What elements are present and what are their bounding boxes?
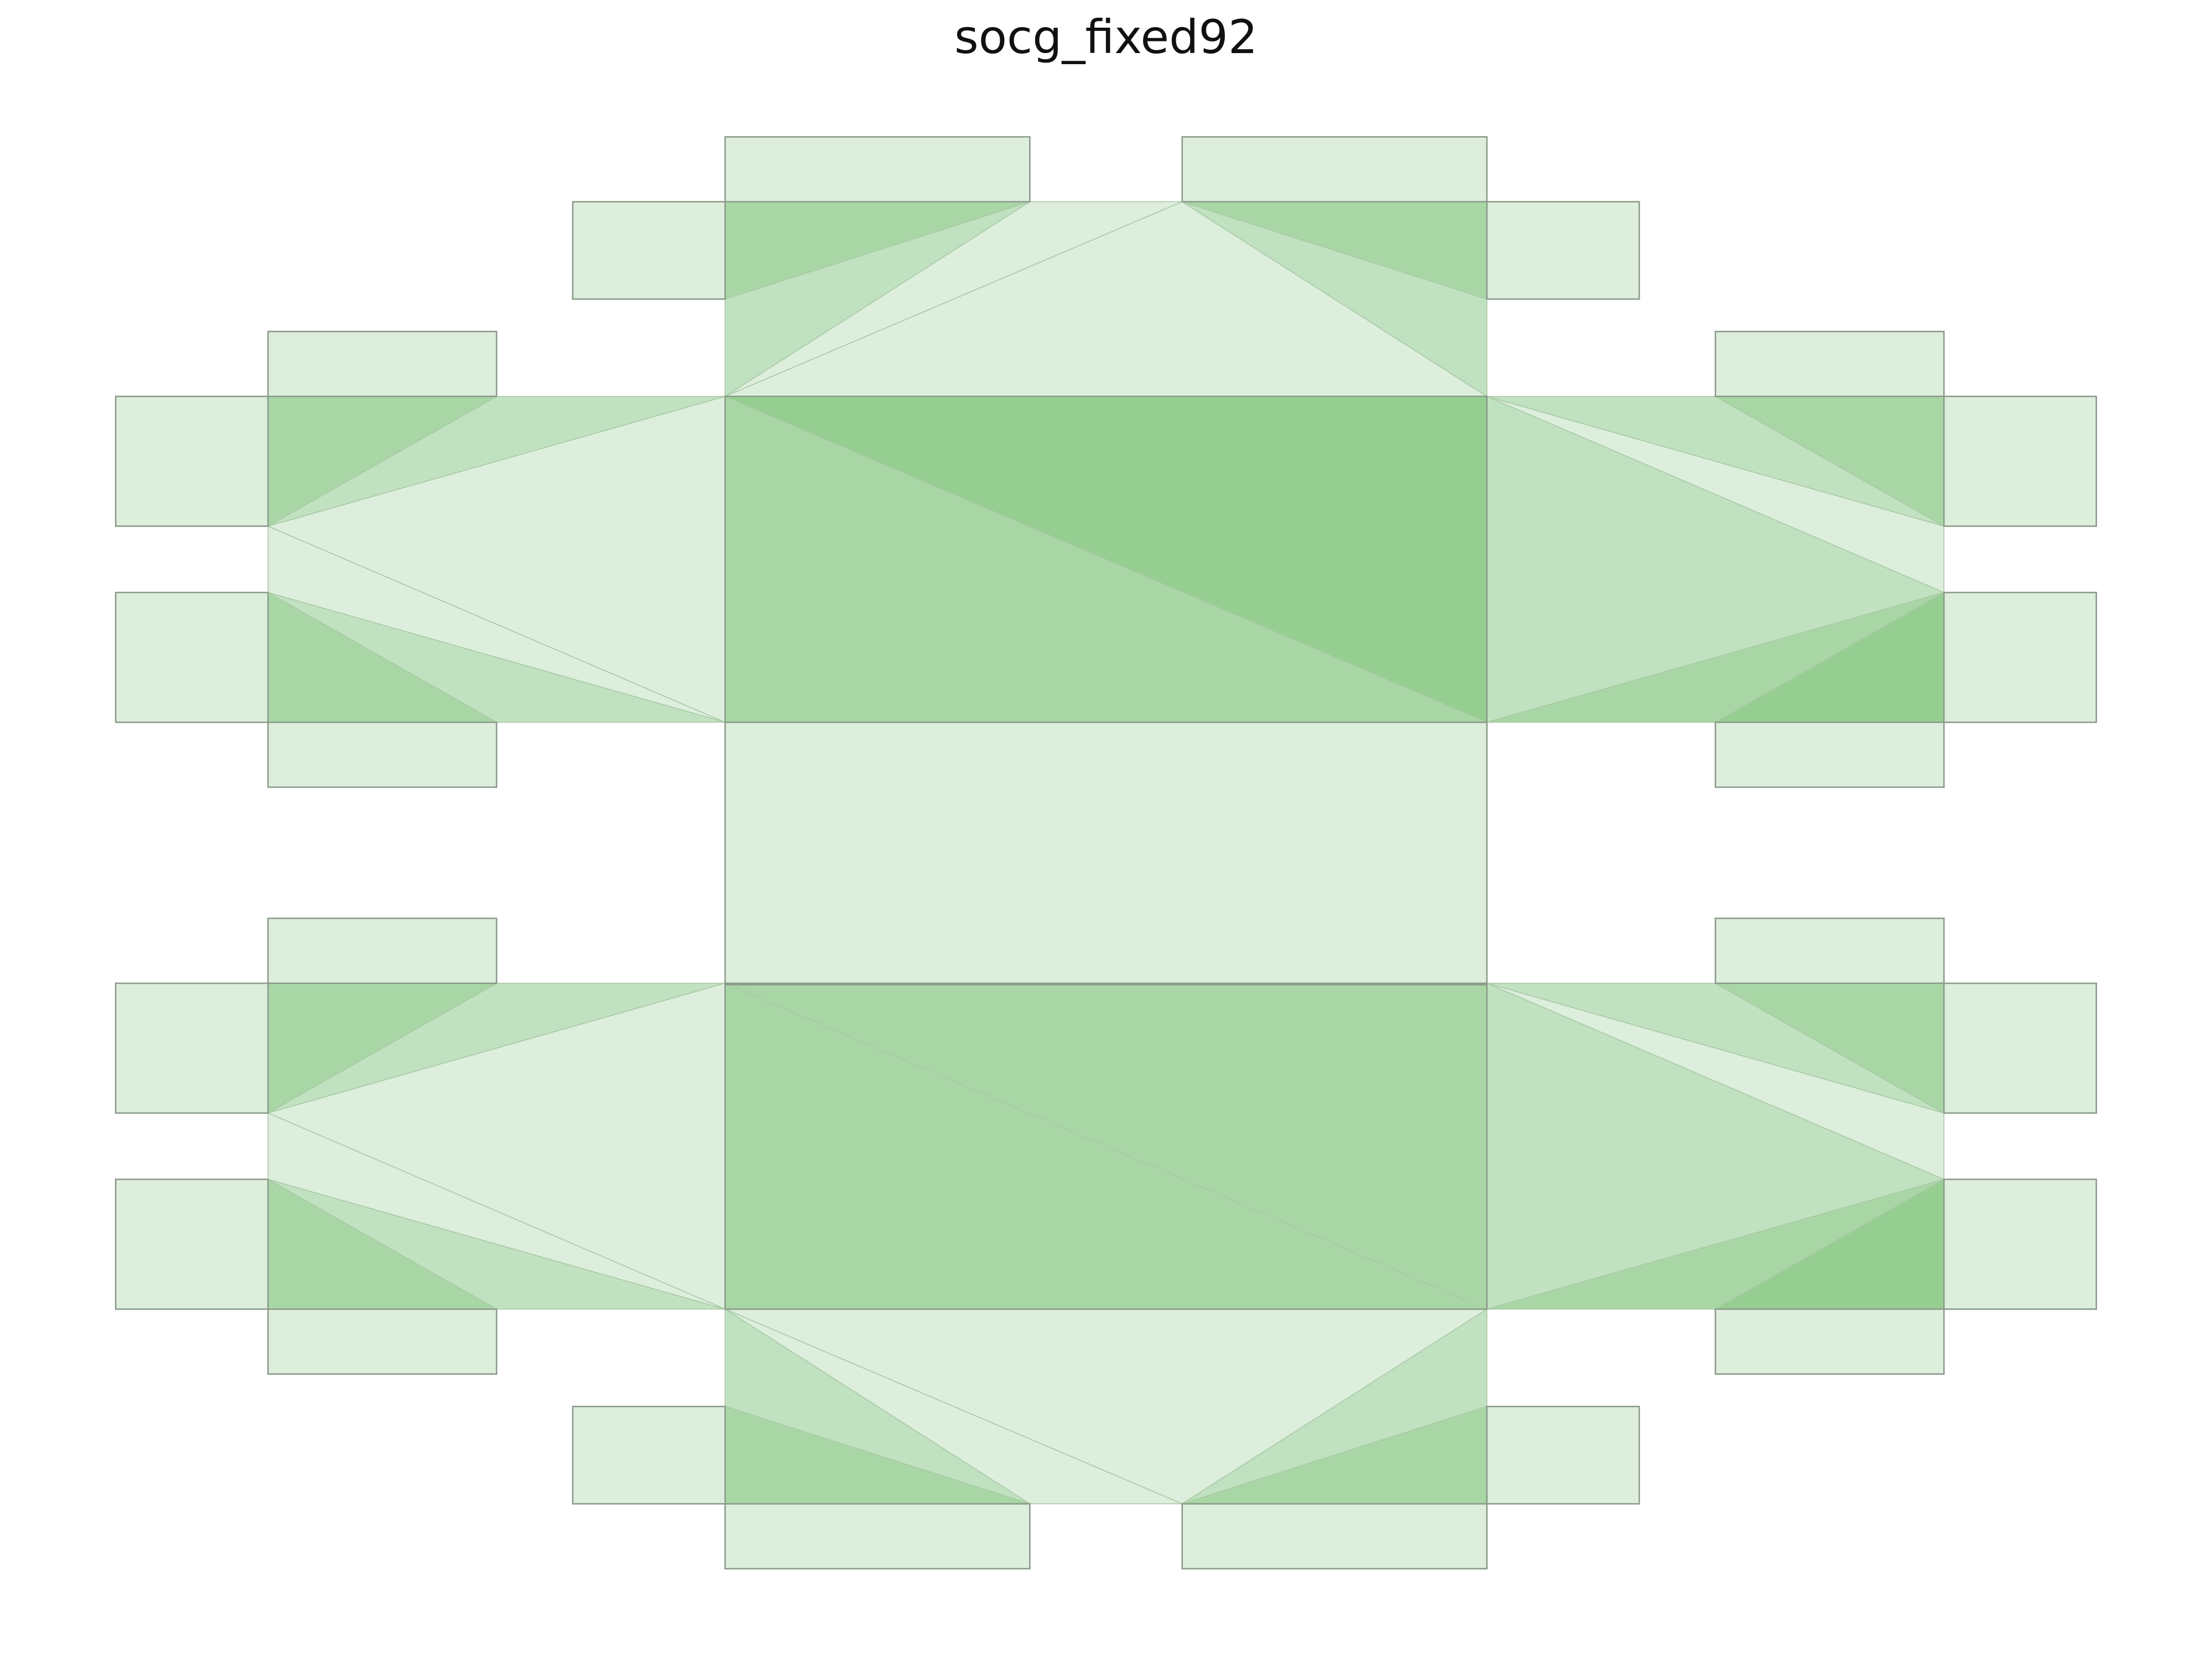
polygon-rect-5 bbox=[268, 331, 497, 396]
polygon-rect-22 bbox=[573, 1406, 726, 1504]
polygon-rect-18 bbox=[1715, 919, 1944, 983]
polygon-rect-7 bbox=[116, 592, 268, 722]
polygon-rect-10 bbox=[1944, 397, 2096, 526]
polygon-rect-19 bbox=[1944, 983, 2096, 1113]
polygon-rect-4 bbox=[1487, 202, 1640, 299]
figure-title: socg_fixed92 bbox=[954, 10, 1258, 64]
polygon-rect-23 bbox=[1487, 1406, 1640, 1504]
polygon-rect-13 bbox=[725, 722, 1487, 984]
polygon-rect-24 bbox=[725, 1504, 1030, 1568]
polygon-rect-21 bbox=[1715, 1309, 1944, 1374]
polygon-rect-11 bbox=[1944, 592, 2096, 722]
polygon-rect-2 bbox=[1182, 137, 1487, 201]
polygon-rect-14 bbox=[268, 919, 497, 983]
polygon-rect-6 bbox=[116, 397, 268, 526]
polygon-rect-9 bbox=[1715, 331, 1944, 396]
polygon-rect-25 bbox=[1182, 1504, 1487, 1568]
polygon-rect-3 bbox=[573, 202, 726, 299]
polygon-rect-17 bbox=[268, 1309, 497, 1374]
polygon-rect-8 bbox=[268, 722, 497, 787]
polygon-rect-1 bbox=[725, 137, 1030, 201]
polygon-rect-12 bbox=[1715, 722, 1944, 787]
polygon-rect-16 bbox=[116, 1180, 268, 1310]
polygon-rect-15 bbox=[116, 983, 268, 1113]
polygon-rect-20 bbox=[1944, 1180, 2096, 1310]
